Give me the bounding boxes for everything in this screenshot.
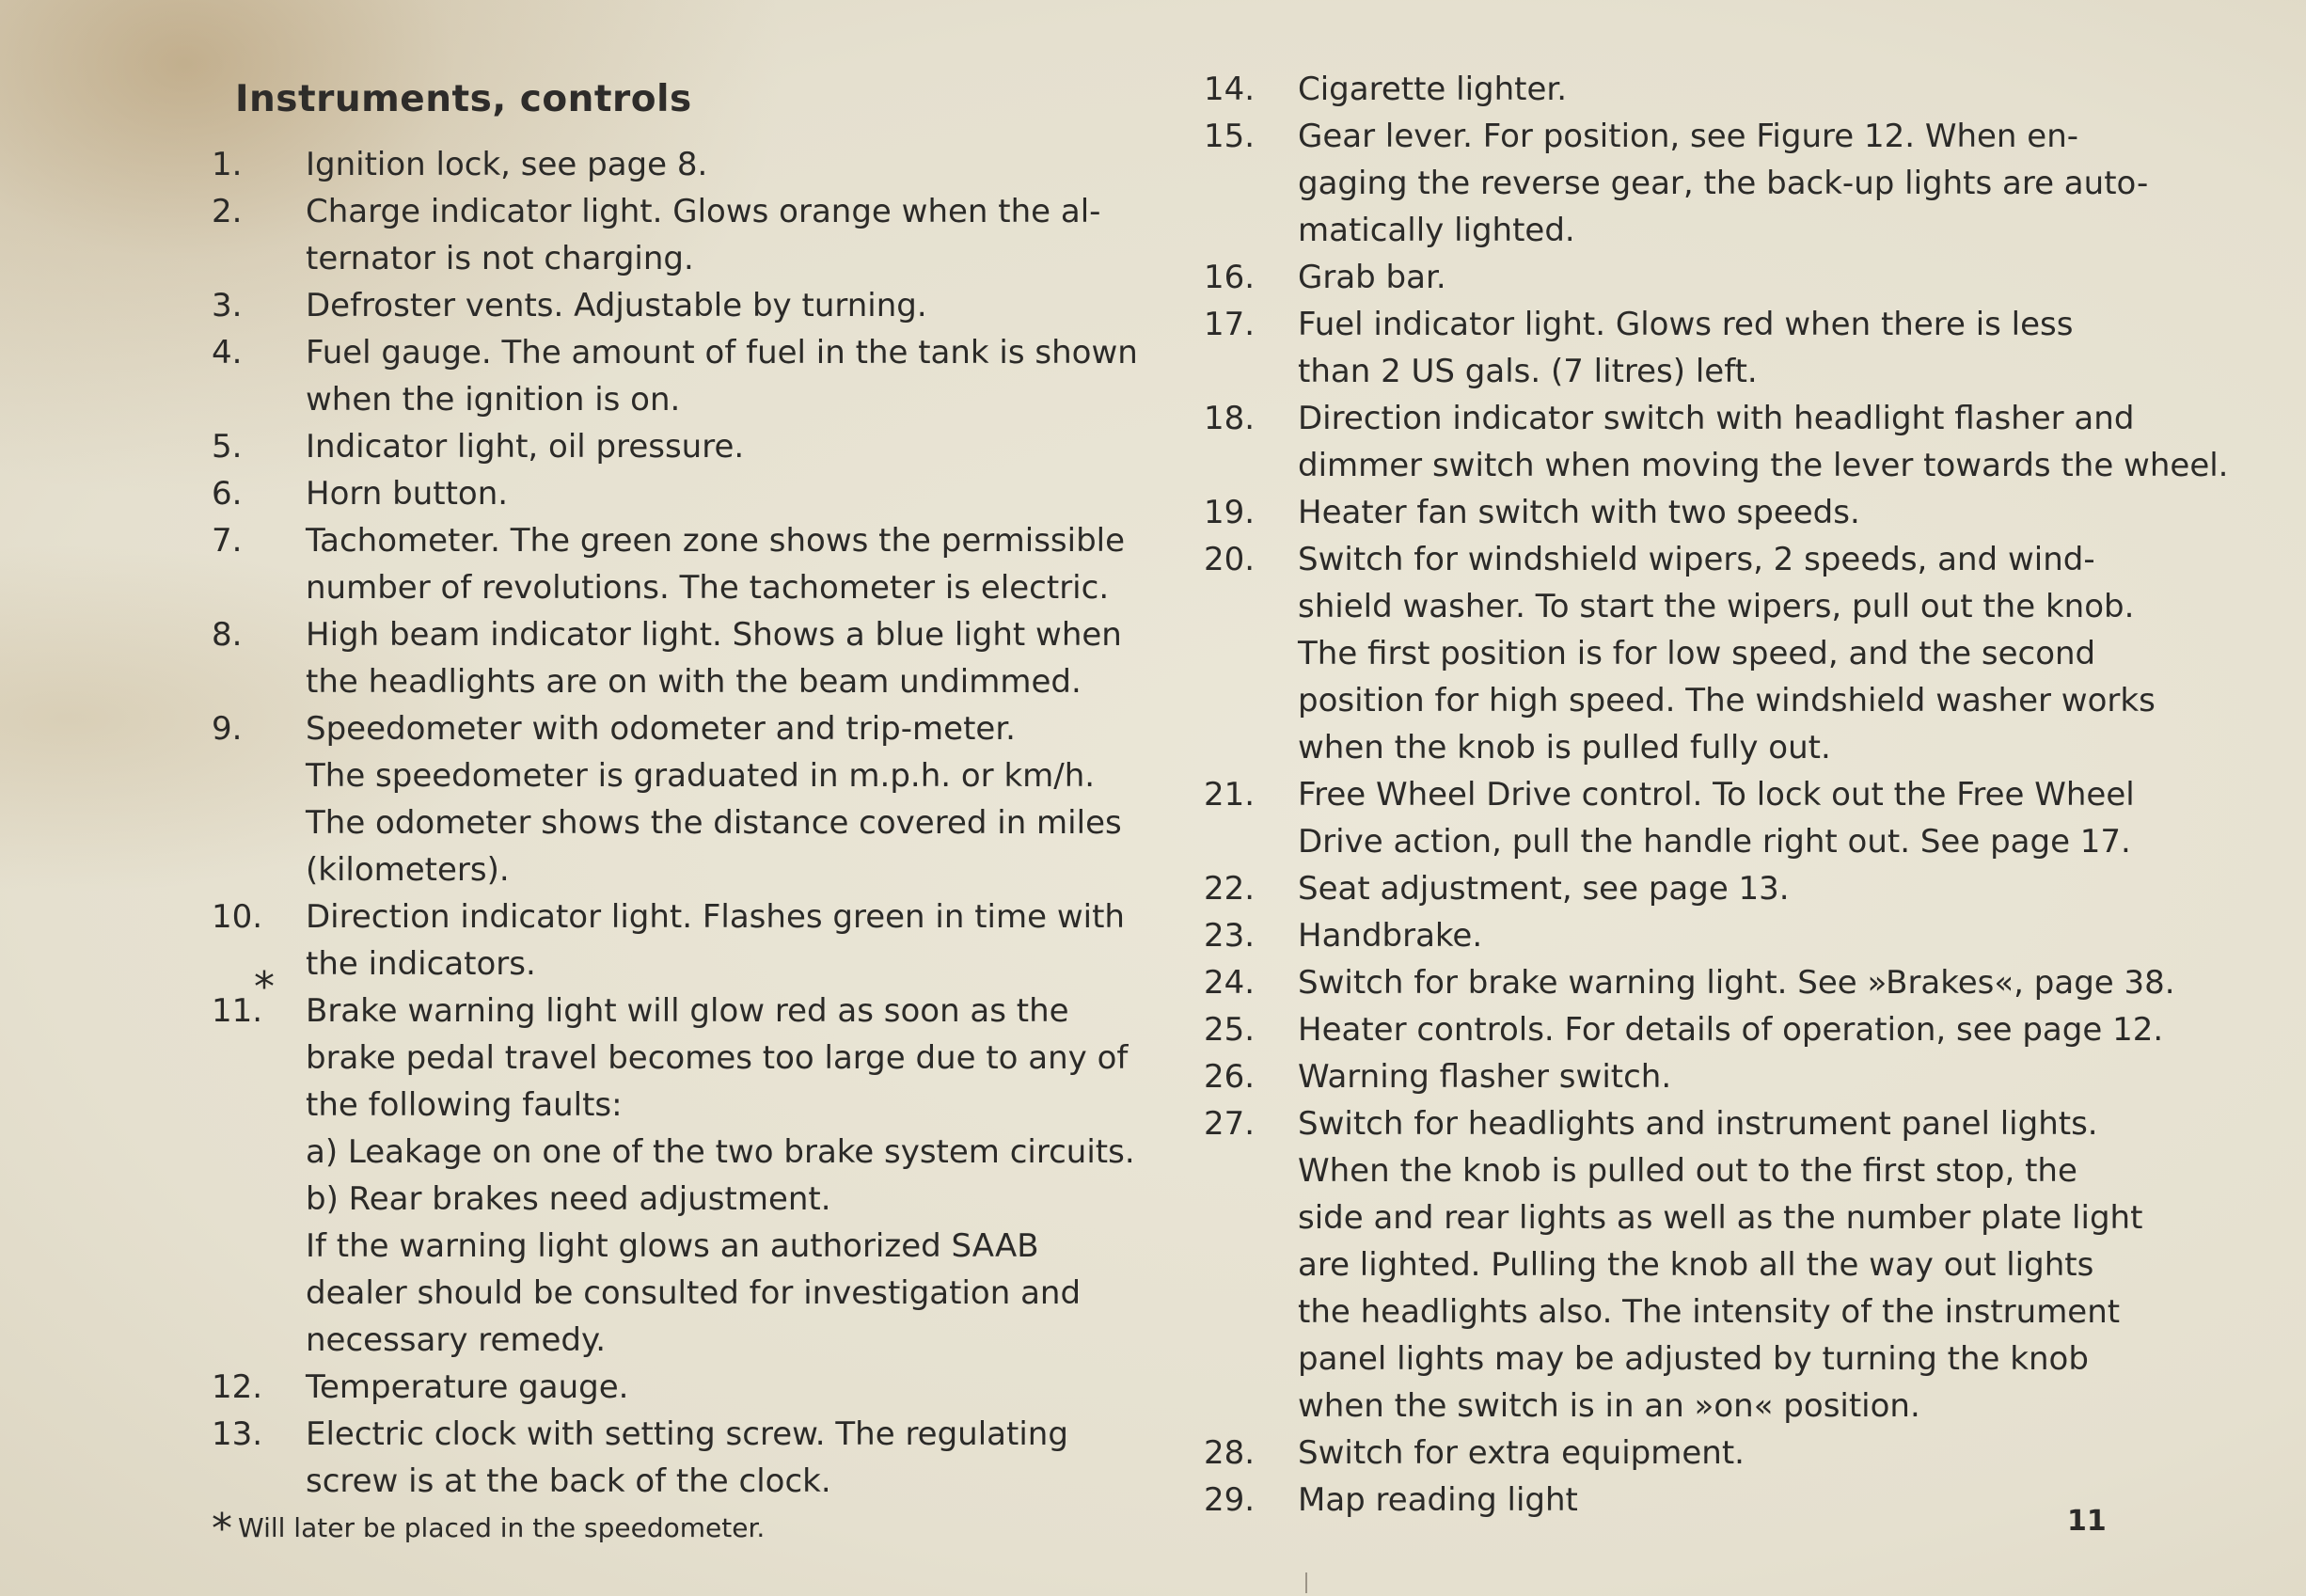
item-number: 6.	[212, 475, 243, 513]
fold-mark	[1305, 1572, 1307, 1593]
item-text: Ignition lock, see page 8.	[306, 146, 708, 183]
item-text: Defroster vents. Adjustable by turning.	[306, 287, 927, 324]
item-number: 29.	[1204, 1481, 1256, 1519]
item-text: Switch for extra equipment.	[1298, 1434, 1745, 1472]
item-number: 3.	[212, 287, 243, 324]
asterisk-mark: *	[254, 963, 275, 1011]
item-number: 5.	[212, 428, 243, 466]
page-heading: Instruments, controls	[235, 78, 692, 120]
item-number: 22.	[1204, 870, 1256, 908]
item-number: 18.	[1204, 400, 1256, 437]
item-number: 21.	[1204, 776, 1256, 814]
item-text: Switch for headlights and instrument panel lights. When the knob is pulled out to the first stop, the side and rear lights as well as the number plate light are lighted. Pulling the knob all the way out lights the headlights also. The intensity of the instrument panel lights may be adjusted by turning the knob when the switch is in an »on« position.	[1298, 1105, 2143, 1425]
item-number: 1.	[212, 146, 243, 183]
item-text: Map reading light	[1298, 1481, 1578, 1519]
item-text: Gear lever. For position, see Figure 12. When en- gaging the reverse gear, the back-up lights are auto- matically lighted.	[1298, 118, 2149, 249]
item-text: Horn button.	[306, 475, 509, 513]
item-number: 27.	[1204, 1105, 1256, 1143]
item-number: 11.	[212, 992, 263, 1030]
item-number: 8.	[212, 616, 243, 654]
item-text: Grab bar.	[1298, 259, 1446, 296]
footnote-text: Will later be placed in the speedometer.	[238, 1512, 766, 1543]
item-text: Seat adjustment, see page 13.	[1298, 870, 1790, 908]
item-number: 24.	[1204, 964, 1256, 1002]
item-text: Temperature gauge.	[306, 1368, 629, 1406]
item-text: Cigarette lighter.	[1298, 71, 1568, 108]
footnote	[212, 1505, 766, 1553]
item-text: High beam indicator light. Shows a blue light when the headlights are on with the beam undimmed.	[306, 616, 1122, 701]
item-text: Heater controls. For details of operation, see page 12.	[1298, 1011, 2164, 1049]
item-number: 23.	[1204, 917, 1256, 955]
footnote-asterisk: *	[212, 1505, 232, 1553]
item-text: Heater fan switch with two speeds.	[1298, 494, 1860, 531]
item-number: 2.	[212, 193, 243, 230]
item-number: 20.	[1204, 541, 1256, 578]
item-text: Warning flasher switch.	[1298, 1058, 1672, 1096]
item-text: Handbrake.	[1298, 917, 1483, 955]
item-number: 12.	[212, 1368, 263, 1406]
item-number: 14.	[1204, 71, 1256, 108]
item-number: 7.	[212, 522, 243, 560]
item-number: 9.	[212, 710, 243, 748]
item-number: 15.	[1204, 118, 1256, 155]
item-number: 17.	[1204, 306, 1256, 343]
item-text: Fuel gauge. The amount of fuel in the tank is shown when the ignition is on.	[306, 334, 1138, 419]
item-text: Direction indicator light. Flashes green in time with the indicators.	[306, 898, 1125, 983]
item-number: 28.	[1204, 1434, 1256, 1472]
item-text: Tachometer. The green zone shows the permissible number of revolutions. The tachometer is electric.	[306, 522, 1126, 607]
item-text: Direction indicator switch with headlight flasher and dimmer switch when moving the lever towards the wheel.	[1298, 400, 2229, 484]
item-text: Switch for windshield wipers, 2 speeds, and wind- shield washer. To start the wipers, pull out the knob. The first position is for low speed, and the second position for high speed. The windshield washer works when the knob is pulled fully out.	[1298, 541, 2156, 766]
item-number: 25.	[1204, 1011, 1256, 1049]
item-number: 10.	[212, 898, 263, 936]
item-number: 26.	[1204, 1058, 1256, 1096]
item-text: Switch for brake warning light. See »Brakes«, page 38.	[1298, 964, 2175, 1002]
page-number: 11	[2067, 1505, 2107, 1538]
item-number: 4.	[212, 334, 243, 371]
item-text: Speedometer with odometer and trip-meter. The speedometer is graduated in m.p.h. or km/h. The odometer shows the distance covered in miles (kilometers).	[306, 710, 1122, 889]
item-number: 13.	[212, 1415, 263, 1453]
item-text: Indicator light, oil pressure.	[306, 428, 745, 466]
item-text: Free Wheel Drive control. To lock out the Free Wheel Drive action, pull the handle right out. See page 17.	[1298, 776, 2135, 861]
item-number: 19.	[1204, 494, 1256, 531]
item-text: Charge indicator light. Glows orange when the al- ternator is not charging.	[306, 193, 1101, 277]
item-text: Fuel indicator light. Glows red when there is less than 2 US gals. (7 litres) left.	[1298, 306, 2074, 390]
item-number: 16.	[1204, 259, 1256, 296]
item-text: Electric clock with setting screw. The regulating screw is at the back of the clock.	[306, 1415, 1068, 1500]
item-text: Brake warning light will glow red as soon as the brake pedal travel becomes too large due to any of the following faults: a) Leakage on one of the two brake system circuits. b) Rear brakes need adjustment. If the warning light glows an authorized SAAB dealer should be consulted for investigation and necessary remedy.	[306, 992, 1135, 1359]
